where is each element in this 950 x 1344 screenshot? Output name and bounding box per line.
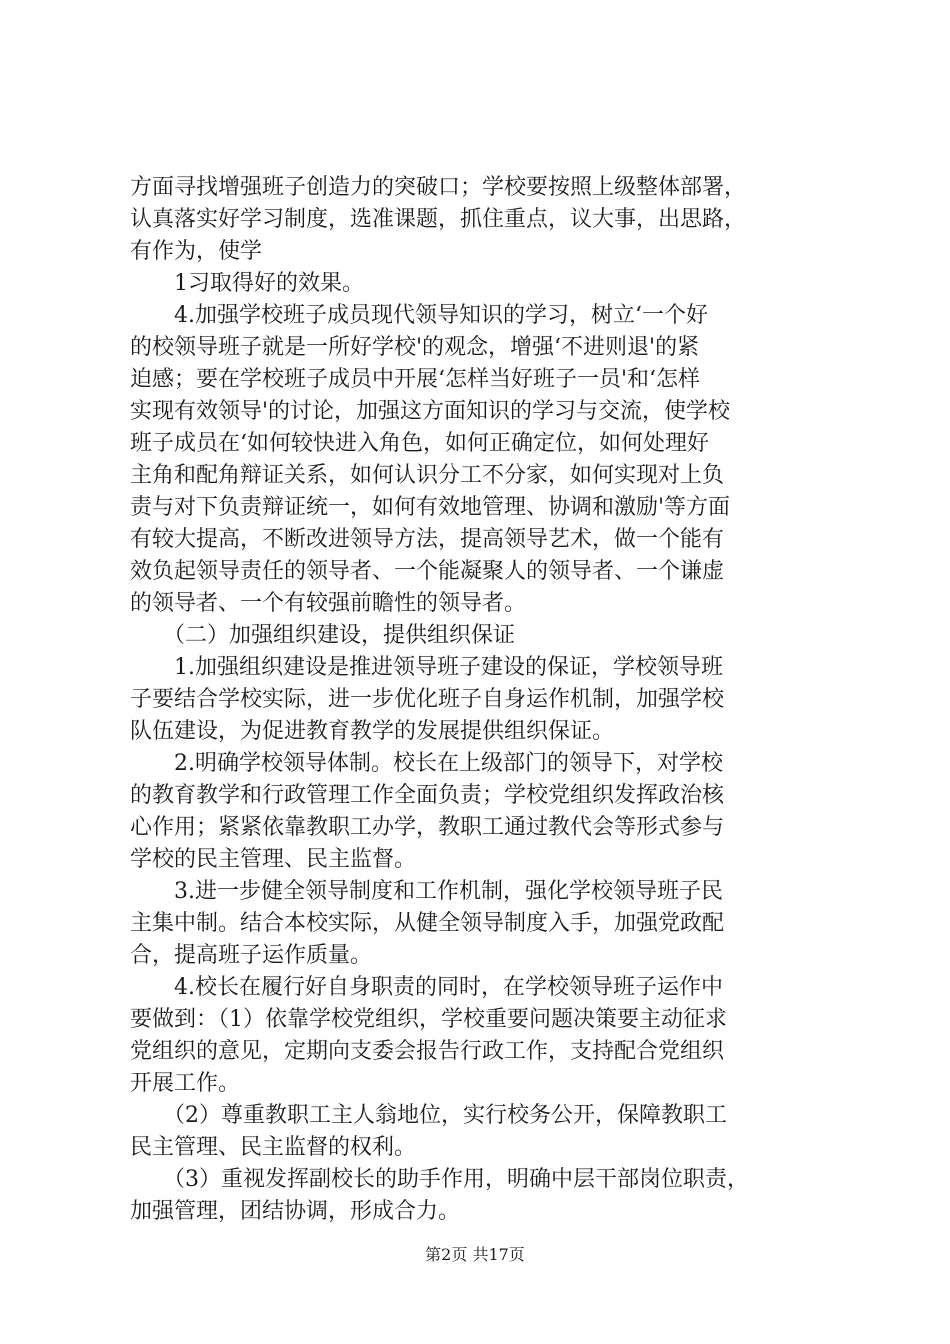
text-line: （3）重视发挥副校长的助手作用，明确中层干部岗位职责， — [130, 1167, 749, 1192]
text-line: 实现有效领导'的讨论，加强这方面知识的学习与交流，使学校 — [130, 399, 731, 424]
text-line: 学校的民主管理、民主监督。 — [130, 847, 417, 872]
text-line: 迫感；要在学校班子成员中开展‘怎样当好班子一员'和‘怎样 — [130, 367, 701, 392]
text-line: 队伍建设，为促进教育教学的发展提供组织保证。 — [130, 719, 615, 744]
text-line: 民主管理、民主监督的权利。 — [130, 1135, 417, 1160]
text-line: 认真落实好学习制度，选准课题，抓住重点，议大事，出思路， — [130, 207, 747, 232]
text-line: 效负起领导责任的领导者、一个能凝聚人的领导者、一个谦虚 — [130, 559, 725, 584]
text-line: 要做到：（1）依靠学校党组织，学校重要问题决策要主动征求 — [130, 1007, 727, 1032]
document-body — [130, 172, 830, 1228]
text-line: 有较大提高，不断改进领导方法，提高领导艺术，做一个能有 — [130, 527, 725, 552]
text-line: 主角和配角辩证关系，如何认识分工不分家，如何实现对上负 — [130, 463, 725, 488]
text-line: 1习取得好的效果。 — [130, 271, 364, 296]
text-line: 方面寻找增强班子创造力的突破口；学校要按照上级整体部署， — [130, 175, 747, 200]
text-line: 班子成员在‘如何较快进入角色，如何正确定位，如何处理好 — [130, 431, 709, 456]
text-line: 开展工作。 — [130, 1071, 241, 1096]
text-line: 子要结合学校实际，进一步优化班子自身运作机制，加强学校 — [130, 687, 725, 712]
text-line: 党组织的意见，定期向支委会报告行政工作，支持配合党组织 — [130, 1039, 725, 1064]
text-line: 主集中制。结合本校实际，从健全领导制度入手，加强党政配 — [130, 911, 725, 936]
text-line: 有作为，使学 — [130, 239, 263, 264]
text-line: 的校领导班子就是一所好学校'的观念，增强‘不进则退'的紧 — [130, 335, 700, 360]
text-line: 合，提高班子运作质量。 — [130, 943, 373, 968]
text-line: 4.加强学校班子成员现代领导知识的学习，树立‘一个好 — [130, 303, 708, 328]
text-line: 4.校长在履行好自身职责的同时，在学校领导班子运作中 — [130, 975, 723, 1000]
text-line: 心作用；紧紧依靠教职工办学，教职工通过教代会等形式参与 — [130, 815, 725, 840]
text-line: 的教育教学和行政管理工作全面负责；学校党组织发挥政治核 — [130, 783, 725, 808]
section-heading: （二）加强组织建设，提供组织保证 — [130, 623, 516, 648]
text-line: （2）尊重教职工主人翁地位，实行校务公开，保障教职工 — [130, 1103, 727, 1128]
text-line: 加强管理，团结协调，形成合力。 — [130, 1199, 461, 1224]
text-line: 1.加强组织建设是推进领导班子建设的保证，学校领导班 — [130, 655, 723, 680]
text-line: 的领导者、一个有较强前瞻性的领导者。 — [130, 591, 527, 616]
text-line: 责与对下负责辩证统一，如何有效地管理、协调和激励'等方面 — [130, 495, 731, 520]
text-line: 3.进一步健全领导制度和工作机制，强化学校领导班子民 — [130, 879, 723, 904]
text-line: 2.明确学校领导体制。校长在上级部门的领导下，对学校 — [130, 751, 723, 776]
page-number-footer: 第2页 共17页 — [425, 1245, 525, 1264]
